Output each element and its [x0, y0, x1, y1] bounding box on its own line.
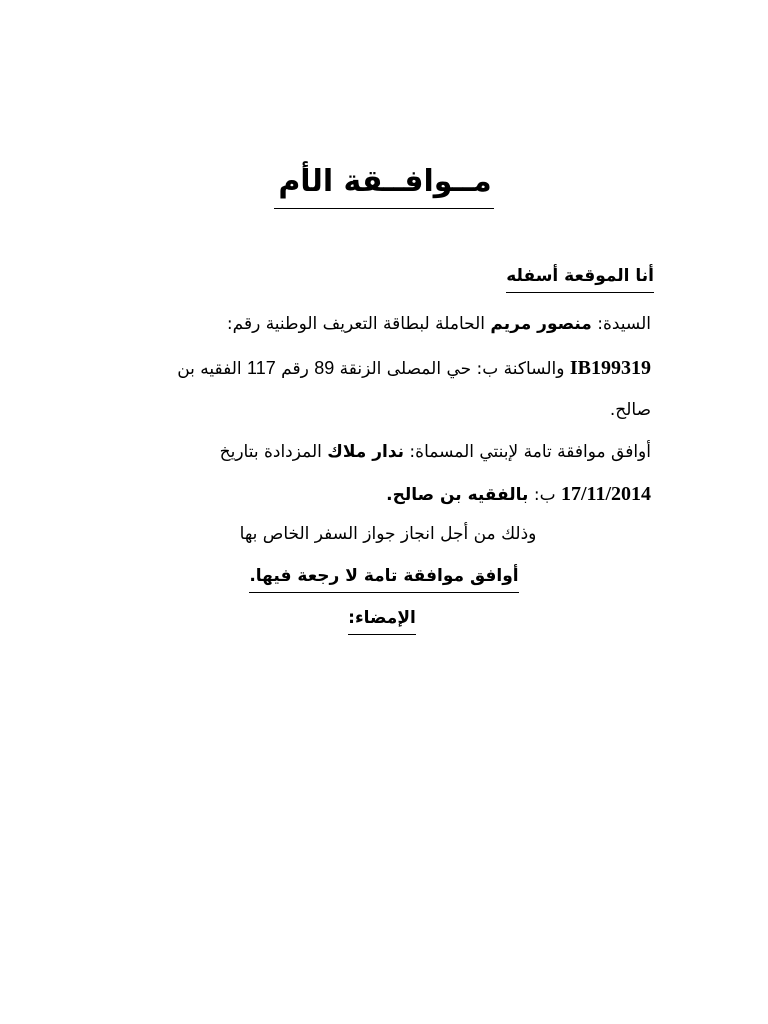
address-text-c: الفقيه بن — [177, 359, 248, 379]
line-birth — [386, 480, 651, 509]
consent-prefix: أوافق موافقة تامة لإبنتي المسماة: — [404, 442, 651, 462]
purpose-text: وذلك من أجل انجاز جواز السفر الخاص بها — [239, 524, 537, 544]
line-city-continuation — [610, 396, 651, 424]
consent-suffix: المزدادة بتاريخ — [219, 442, 328, 462]
final-consent-text: أوافق موافقة تامة لا رجعة فيها. — [249, 562, 518, 593]
city-continuation-text: صالح. — [609, 400, 651, 420]
birth-place: بالفقيه بن صالح. — [386, 485, 529, 505]
line-consent — [220, 438, 651, 466]
mother-name-prefix: السيدة: — [591, 314, 651, 334]
house-number: 117 — [247, 358, 276, 378]
signature-line — [0, 604, 768, 635]
mother-name: منصور مريم — [490, 314, 592, 334]
address-text-a: والساكنة ب: حي المصلى الزنقة — [334, 359, 570, 379]
signature-label: الإمضاء: — [348, 604, 416, 635]
undersigned-heading — [506, 262, 654, 293]
address-text-b: رقم — [275, 359, 315, 379]
birth-mid: ب: — [528, 485, 561, 505]
child-name: ندار ملاك — [327, 442, 405, 462]
national-id-number: IB199319 — [569, 357, 651, 379]
line-id-address — [177, 354, 651, 383]
undersigned-heading-text: أنا الموقعة أسفله — [506, 262, 654, 293]
mother-name-suffix: الحاملة لبطاقة التعريف الوطنية رقم: — [226, 314, 491, 334]
line-final-consent — [0, 562, 768, 593]
line-mother-name — [227, 310, 651, 338]
birth-date: 17/11/2014 — [560, 483, 651, 505]
street-number: 89 — [314, 358, 335, 378]
line-purpose — [0, 520, 768, 548]
document-title-text: مــوافــقة الأم — [274, 158, 493, 209]
document-title — [0, 158, 768, 209]
